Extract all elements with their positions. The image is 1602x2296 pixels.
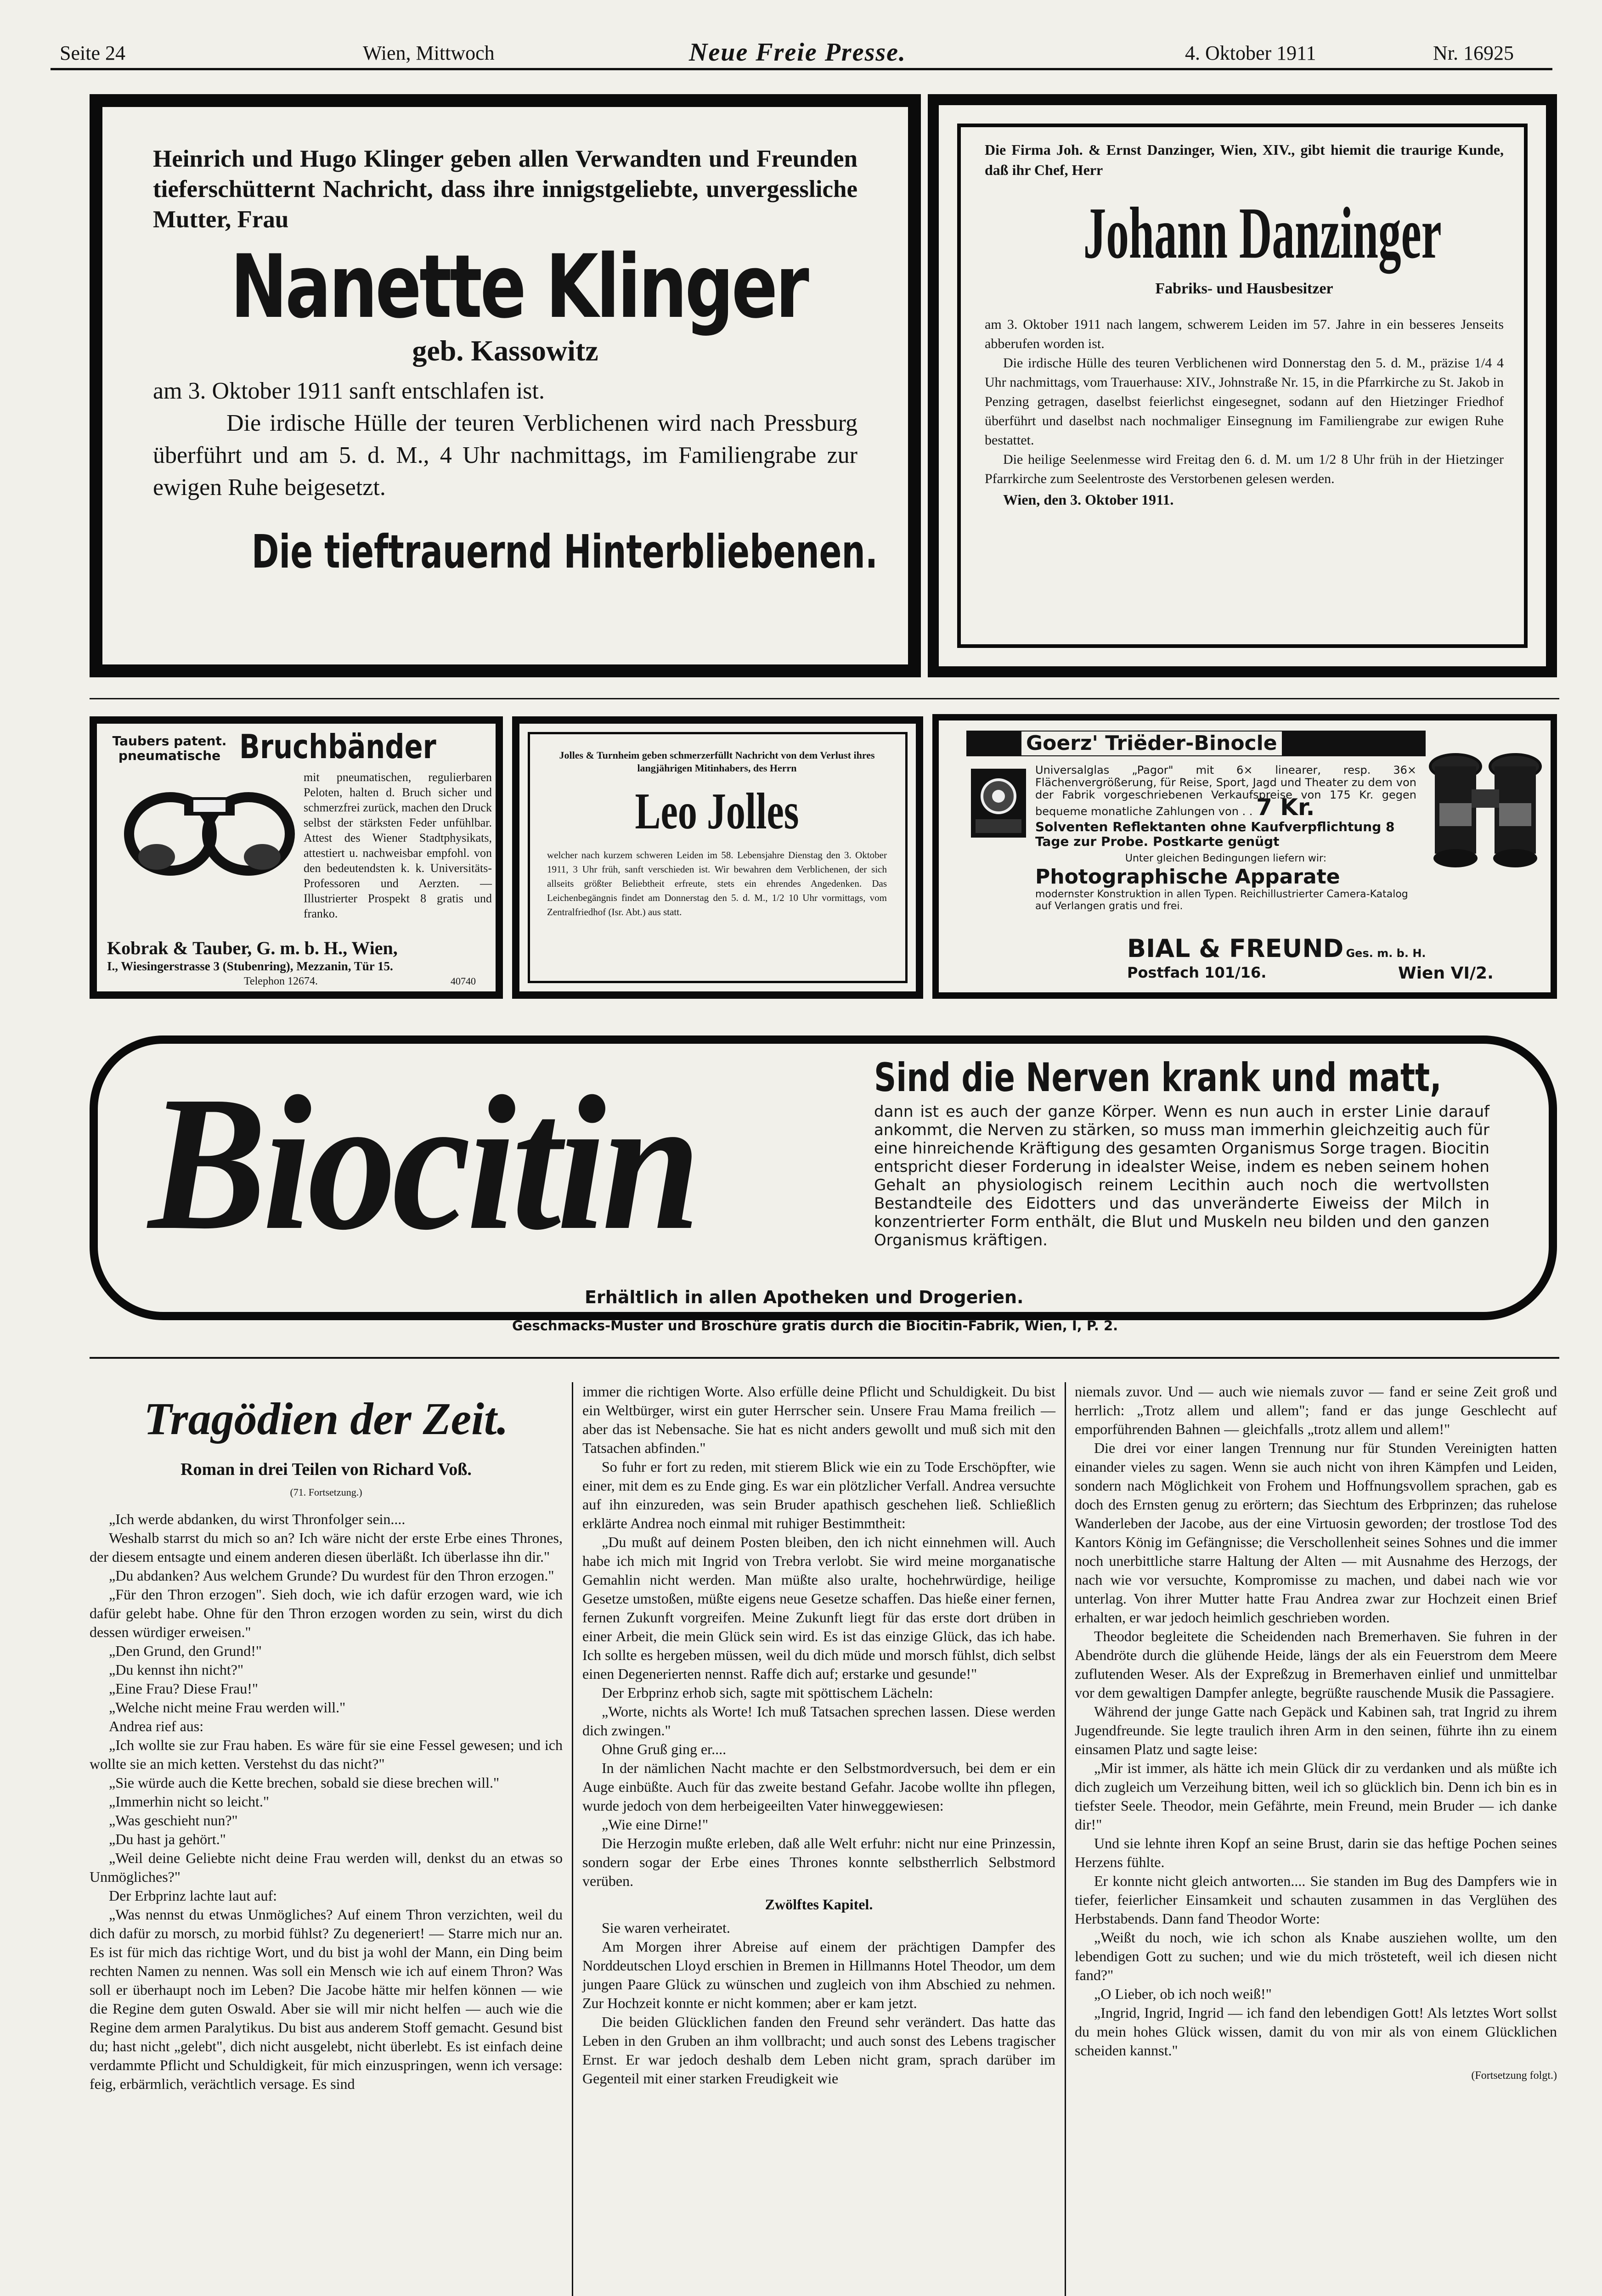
danzinger-name: Johann Danzinger	[1083, 192, 1442, 274]
paragraph: Die beiden Glücklichen fanden den Freund sehr verändert. Das hatte das Leben in den Gruben an ihm vollbracht; und auch sonst des Lebens tragischer Ernst. Er war jedoch deshalb dem Leben nicht gram, sprach darüber im Gegenteil mit einer starken Freudigkeit wie	[582, 2014, 1055, 2087]
paragraph: niemals zuvor. Und — auch wie niemals zuvor — fand er seine Zeit groß und herrlich: „Trotz allem und allem"; fand er das junge Geschlecht auf emporführenden Bahnen — gleichfalls „trotz allem und allem!"	[1075, 1383, 1557, 1437]
paragraph: „Worte, nichts als Worte! Ich muß Tatsachen sprechen lassen. Diese werden dich zwingen."	[582, 1703, 1055, 1739]
paragraph: „Welche nicht meine Frau werden will."	[109, 1699, 346, 1716]
truss-illustration-icon	[115, 770, 299, 889]
danzinger-p2: Die irdische Hülle des teuren Verblichenen wird Donnerstag den 5. d. M., präzise 1/4 4 Uhr nachmittags, vom Trauerhause: XIV., Johnstraße Nr. 15, in die Pfarrkirche zu St. Jakob in Penzing getragen, daselbst feierlichst eingesegnet, sodann auf den Hietzinger Friedhof überführt und daselbst nach nochmaliger Einsegnung im Familiengrabe zur ewigen Ruhe bestattet.	[985, 355, 1504, 448]
issue-number: Nr. 16925	[1433, 42, 1514, 64]
paragraph: „Ich wollte sie zur Frau haben. Es wäre für sie eine Fessel gewesen; und ich wollte sie an mich ketten. Verstehst du das nicht?"	[90, 1737, 563, 1772]
paragraph: Die drei vor einer langen Trennung nur für Stunden Vereinigten hatten einander vieles zu sagen. Wenn sie auch nicht von ihren Kämpfen und Leiden, sondern nach Möglichkeit von Frohem und Hoffnungsvollem sprachen, gab es doch des Ernsten genug zu erörtern; das Siechtum des Erbprinzen; das ruhelose Wanderleben der Jacobe, aus der eine Virtuosin geworden; der trostlose Tod des Kantors König im Gefängnisse; die Verschollenheit seines Sohnes und die immer noch unerbittliche starre Haltung der Alten — mit Ausnahme des Herzogs, der nach wie vor versuchte, Kompromisse zu machen, und dabei nach wie vor unterlag. Von ihrer Mutter hatte Frau Andrea zwar zur Hochzeit einen Brief erhalten, er war jedoch heimlich geschrieben worden.	[1075, 1440, 1557, 1626]
ad-bruchbaender	[90, 716, 503, 999]
paragraph: Ohne Gruß ging er....	[602, 1741, 727, 1757]
danzinger-p3: Die heilige Seelenmesse wird Freitag den 6. d. M. um 1/2 8 Uhr früh in der Hietzinger Pfarrkirche zum Seelentroste des Verstorbenen gelesen werden.	[985, 452, 1504, 486]
bruch-tag: Taubers patent. pneumatische	[112, 733, 227, 763]
masthead	[55, 32, 1548, 69]
issue-date: 4. Oktober 1911	[1185, 42, 1316, 64]
paragraph: „Sie würde auch die Kette brechen, sobald sie diese brechen will."	[109, 1774, 500, 1791]
goerz-conditions: Unter gleichen Bedingungen liefern wir:	[1125, 853, 1327, 864]
jolles-name: Leo Jolles	[635, 783, 799, 840]
section-rule	[90, 1357, 1559, 1359]
paragraph: „Du kennst ihn nicht?"	[109, 1661, 243, 1678]
danzinger-place-date: Wien, den 3. Oktober 1911.	[1003, 491, 1174, 508]
jolles-intro: Jolles & Turnheim geben schmerzerfüllt Nachricht von dem Verlust ihres langjährigen Mitinhabers, des Herrn	[559, 749, 875, 774]
paragraph: immer die richtigen Worte. Also erfülle deine Pflicht und Schuldigkeit. Du bist ein Weltbürger, wirst ein guter Herrscher sein. Unsere Frau Mama freilich — aber das ist Nebensache. Sie hat es nicht anders gewollt und muß sich mit den Tatsachen abfinden."	[582, 1383, 1055, 1456]
goerz-city: Wien VI/2.	[1398, 964, 1494, 983]
paragraph: „Du abdanken? Aus welchem Grunde? Du wurdest für den Thron erzogen."	[109, 1567, 554, 1584]
novel-subtitle: Roman in drei Teilen von Richard Voß.	[181, 1460, 472, 1479]
danzinger-p1: am 3. Oktober 1911 nach langem, schwerem Leiden im 57. Jahre in ein besseres Jenseits abberufen worden ist.	[985, 317, 1504, 351]
paragraph: „Den Grund, den Grund!"	[109, 1643, 262, 1659]
masthead-rule	[51, 68, 1552, 70]
paragraph: Der Erbprinz erhob sich, sagte mit spöttischem Lächeln:	[602, 1684, 933, 1701]
paragraph: „O Lieber, ob ich noch weiß!"	[1094, 1986, 1272, 2002]
danzinger-intro: Die Firma Joh. & Ernst Danzinger, Wien, XIV., gibt hiemit die traurige Kunde, daß ihr Chef, Herr	[985, 141, 1504, 178]
paragraph: „Für den Thron erzogen". Sieh doch, wie ich dafür erzogen ward, wie ich dafür gelebt habe. Ohne für den Thron erzogen worden zu sein, wirst du dich dessen würdiger erweisen."	[90, 1586, 563, 1640]
goerz-photo: Photographische Apparate	[1035, 865, 1340, 889]
paragraph: Weshalb starrst du mich so an? Ich wäre nicht der erste Erbe eines Thrones, der diesem entsagte und einem anderen diesen überläßt. Ich überlasse ihn dir."	[90, 1530, 563, 1565]
goerz-photo-sub: modernster Konstruktion in allen Typen. Reichillustrierter Camera-Katalog auf Verlangen gratis und frei.	[1035, 889, 1408, 912]
paragraph: Am Morgen ihrer Abreise auf einem der prächtigen Dampfer des Norddeutschen Lloyd erschien in Bremen in Hillmanns Hotel Theodor, um dem jungen Paare Glück zu wünschen und zugleich von ihm Abschied zu nehmen. Zur Hochzeit konnte er nicht kommen; aber er kam jetzt.	[582, 1938, 1055, 2011]
place-day: Wien, Mittwoch	[363, 42, 495, 64]
paragraph: So fuhr er fort zu reden, mit stierem Blick wie ein zu Tode Erschöpfter, wie einer, mit dem es zu Ende ging. Es war ein plötzlicher Verfall. Andrea versuchte auf ihn einzureden, was sein Bruder apathisch geschehen ließ. Schließlich erklärte Andrea noch einmal mit ruhiger Bestimmtheit:	[582, 1458, 1055, 1531]
column-rule	[1065, 1382, 1066, 2296]
bruch-head: Bruchbänder	[239, 727, 436, 766]
bruch-code: 40740	[451, 975, 476, 987]
chapter-heading: Zwölftes Kapitel.	[765, 1896, 873, 1913]
biocitin-head: Sind die Nerven krank und matt,	[874, 1055, 1442, 1101]
goerz-firm: BIAL & FREUND Ges. m. b. H.	[1127, 934, 1426, 963]
paragraph: „Du mußt auf deinem Posten bleiben, den ich nicht einnehmen will. Auch habe ich mich mit Ingrid von Trebra verlobt. Sie wird meine morganatische Gemahlin nicht werden. Man müßte also uralte, hochehrwürdige, heilige Gesetze umstoßen, müßte eigens neue Gesetze schaffen. Das hieße einer fernen, fernen Zukunft vorgreifen. Meine Zukunft liegt für das erste dort drüben in einer Arbeit, die mein Glück sein wird. Es ist das einzige Glück, das ich habe. Ich sollte es hergeben müssen, weil du dich müde und morsch fühlst, dich selbst einen Degenerierten nennst. Raffe dich auf; erstarke und gesunde!"	[582, 1534, 1055, 1682]
klinger-intro: Heinrich und Hugo Klinger geben allen Verwandten und Freunden tieferschütternt Nachricht, dass ihre innigstgeliebte, unvergessliche Mutter, Frau	[153, 146, 857, 233]
biocitin-footer: Geschmacks-Muster und Broschüre gratis durch die Biocitin-Fabrik, Wien, I, P. 2.	[512, 1318, 1118, 1334]
paragraph: Theodor begleitete die Scheidenden nach Bremerhaven. Sie fuhren in der Abendröte durch die glühende Heide, längs der als ein Feuerstrom dem Meere zuflutenden Weser. Als der Expreßzug in Bremerhaven einlief und unmittelbar vor dem gewaltigen Dampfer anlegte, begrüßte rauschende Musik die Passagiere.	[1075, 1628, 1557, 1701]
paragraph: Sie waren verheiratet.	[602, 1919, 730, 1936]
bruch-phone: Telephon 12674.	[244, 975, 318, 987]
column-rule	[572, 1382, 573, 2296]
novel-column-3	[1075, 1382, 1557, 2085]
paragraph: „Du hast ja gehört."	[109, 1831, 226, 1847]
bruch-firm: Kobrak & Tauber, G. m. b. H., Wien,	[107, 938, 398, 958]
obituary-jolles	[512, 716, 923, 999]
paragraph: „Eine Frau? Diese Frau!"	[109, 1680, 258, 1697]
novel-title: Tragödien der Zeit.	[144, 1393, 508, 1444]
divider-line	[90, 698, 1559, 699]
novel-column-1	[90, 1382, 563, 2093]
goerz-body: Universalglas „Pagor" mit 6× linearer, resp. 36× Flächenvergrößerung, für Reise, Sport, Jagd und Theater zu dem von der Fabrik vorgeschriebenen Verkaufspreise von 175 Kr. gegen bequeme monatliche Zahlungen von . . 7 Kr.	[1035, 764, 1416, 821]
paragraph: „Immerhin nicht so leicht."	[109, 1793, 269, 1810]
klinger-name: Nanette Klinger	[230, 236, 807, 338]
camera-icon	[966, 764, 1031, 847]
paragraph: In der nämlichen Nacht machte er den Selbstmordversuch, bei dem er ein Auge einbüßte. Auch für das zweite bestand Gefahr. Jacobe wollte ihn pflegen, wurde jedoch von dem herbeigeeilten Vater hinweggewiesen:	[582, 1760, 1055, 1814]
novel-col1-text	[90, 1510, 563, 2093]
to-be-continued: (Fortsetzung folgt.)	[1471, 2070, 1557, 2082]
paragraph: „Weißt du noch, wie ich schon als Knabe ausziehen wollte, um den lebendigen Gott zu suchen; und wie du mich trösteteft, weil ich diesen nicht fand?"	[1075, 1929, 1557, 1983]
obituary-klinger	[90, 94, 921, 677]
goerz-price: 7 Kr.	[1256, 794, 1315, 821]
page-number: Seite 24	[60, 42, 125, 64]
paragraph: Er konnte nicht gleich antworten.... Sie standen im Bug des Dampfers wie in tiefer, feierlicher Einsamkeit und schauten zusammen in das Verglühen des Herbstabends. Dann fand Theodor Worte:	[1075, 1873, 1557, 1927]
goerz-postfach: Postfach 101/16.	[1127, 964, 1267, 981]
paragraph: Die Herzogin mußte erleben, daß alle Welt erfuhr: nicht nur eine Prinzessin, sondern sogar der Erbe eines Thrones konnte selbstherrlich Selbstmord verüben.	[582, 1835, 1055, 1889]
novel-continuation: (71. Fortsetzung.)	[290, 1486, 362, 1498]
novel-col3-text	[1075, 1382, 1557, 2085]
goerz-offer: Solventen Reflektanten ohne Kaufverpflichtung 8 Tage zur Probe. Postkarte genügt	[1035, 819, 1395, 849]
jolles-body: welcher nach kurzem schweren Leiden im 58. Lebensjahre Dienstag den 3. Oktober 1911, 3 Uhr früh, sanft verschieden ist. Wir bewahren dem Verblichenen, der sich allseits größter Beliebtheit erfreute, stets ein ehrendes Angedenken. Das Leichenbegängnis findet am Donnerstag den 5. d. M., 1/2 10 Uhr vormittags, vom Zentralfriedhof (Isr. Abt.) aus statt.	[547, 850, 887, 917]
binocular-icon	[1421, 748, 1550, 886]
paragraph: Und sie lehnte ihren Kopf an seine Brust, darin sie das heftige Pochen seines Herzens fühlte.	[1075, 1835, 1557, 1870]
paragraph: „Ich werde abdanken, du wirst Thronfolger sein....	[109, 1511, 406, 1527]
novel-col2-text	[582, 1382, 1055, 2088]
paragraph: „Mir ist immer, als hätte ich mein Glück dir zu verdanken und als müßte ich dich zugleich um Verzeihung bitten, weil ich so glücklich bin. Denn ich bin es in tiefster Seele. Theodor, mein Gefährte, mein Freund, mein Bruder — ich danke dir!"	[1075, 1760, 1557, 1833]
paragraph: „Weil deine Geliebte nicht deine Frau werden will, denkst du an etwas so Unmögliches?"	[90, 1850, 563, 1885]
paper-name: Neue Freie Presse.	[689, 38, 907, 67]
danzinger-title: Fabriks- und Hausbesitzer	[1155, 280, 1333, 297]
klinger-body: Die irdische Hülle der teuren Verblichenen wird nach Pressburg überführt und am 5. d. M., 4 Uhr nachmittags, im Familiengrabe zur ewigen Ruhe beigesetzt.	[153, 410, 857, 501]
biocitin-logo: Biocitin	[148, 1056, 697, 1270]
paragraph: Der Erbprinz lachte laut auf:	[109, 1887, 277, 1904]
klinger-date: am 3. Oktober 1911 sanft entschlafen ist.	[153, 378, 545, 404]
klinger-signature: Die tieftrauernd Hinterbliebenen.	[251, 525, 878, 579]
paragraph: „Was geschieht nun?"	[109, 1812, 238, 1829]
novel-column-2	[582, 1382, 1055, 2088]
biocitin-body: dann ist es auch der ganze Körper. Wenn es nun auch in erster Linie darauf ankommt, die Nerven zu stärken, so muss man immerhin gleichzeitig auch für eine hinreichende Kräftigung des gesamten Organismus Sorge tragen. Biocitin entspricht dieser Forderung in idealster Weise, indem es neben seinem hohen Gehalt an physiologisch reinem Lecithin auch noch die wertvollsten Bestandteile des Eidotters und das unveränderte Eiweiss der Milch in konzentrierter Form enthält, die Blut und Muskeln neu bilden und den ganzen Organismus kräftigen.	[874, 1103, 1489, 1249]
klinger-born: geb. Kassowitz	[412, 334, 598, 367]
obituary-danzinger	[928, 94, 1557, 677]
paragraph: „Ingrid, Ingrid, Ingrid — ich fand den lebendigen Gott! Als letztes Wort sollst du mein hohes Glück wissen, damit du von mir als von einem Glücklichen scheiden kannst."	[1075, 2004, 1557, 2059]
paragraph: Während der junge Gatte nach Gepäck und Kabinen sah, trat Ingrid zu ihrem Jugendfreunde. Sie legte traulich ihren Arm in den seinen, führte ihn zu einem einsamen Platz und sagte leise:	[1075, 1703, 1557, 1757]
paragraph: „Was nennst du etwas Unmögliches? Auf einem Thron verzichten, weil du dich dafür zu morsch, zu morbid fühlst? Zu degeneriert! — Starre mich nur an. Es ist für mich das richtige Wort, und du bist ja wohl der Mann, ein Ding beim rechten Namen zu nennen. Was soll ein Mensch wie ich auf einem Thron? Was soll er überhaupt noch im Leben? Die Jacobe hätte mir helfen können — wie die Regine dem guten Oswald. Aber sie will mir nicht helfen — auch wie die Regine dem armen Paralytikus. Du bist aus anderem Stoff gemacht. Gesund bist du; hast nicht „gelebt", dich nicht ausgelebt, nicht überlebt. Es ist einfach deine verdammte Pflicht und Schuldigkeit, für mich einzuspringen, wenn ich versage: feig, erbärmlich, verächtlich versage. Es sind	[90, 1906, 563, 2092]
ad-goerz	[932, 714, 1557, 999]
biocitin-availability: Erhältlich in allen Apotheken und Drogerien.	[585, 1287, 1024, 1307]
bruch-address: I., Wiesingerstrasse 3 (Stubenring), Mezzanin, Tür 15.	[107, 959, 393, 973]
paragraph: „Wie eine Dirne!"	[602, 1816, 709, 1833]
goerz-head: Goerz' Triëder-Binocle	[1021, 732, 1282, 755]
paragraph: Andrea rief aus:	[109, 1718, 204, 1734]
ad-biocitin	[90, 1035, 1557, 1320]
bruch-body: mit pneumatischen, regulierbaren Peloten, halten d. Bruch sicher und schmerzfrei zurück, machen den Druck selbst der stärksten Feder unfühlbar. Attest des Wiener Stadtphysikats, attestiert u. nachweisbar empfohl. von den bedeutendsten k. k. Universitäts-Professoren und Aerzten. — Illustrierter Prospekt 8 gratis und franko.	[304, 771, 492, 920]
